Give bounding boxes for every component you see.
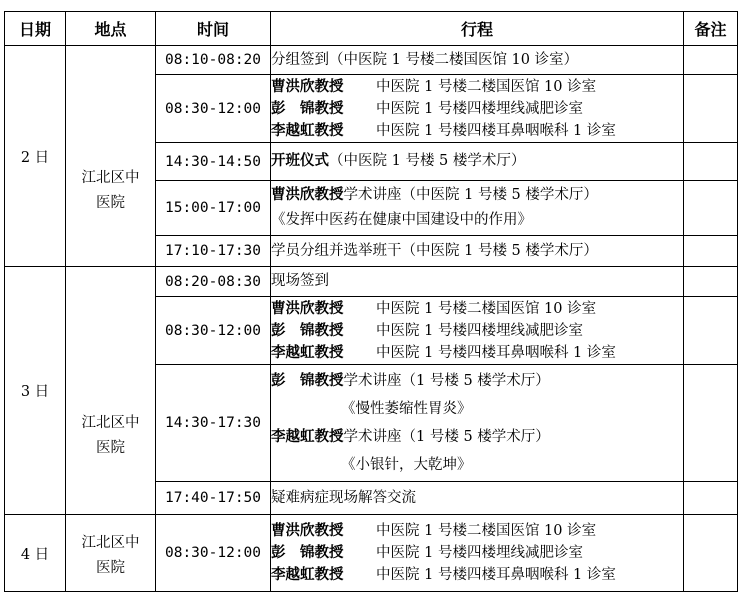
itinerary-text: 中医院 1 号楼四楼耳鼻咽喉科 1 诊室 [376,344,616,361]
location-line: 医院 [96,195,125,211]
itinerary-text: 学术讲座（1 号楼 5 楼学术厅） [343,429,550,445]
itinerary-text: 中医院 1 号楼二楼国医馆 10 诊室 [376,78,597,95]
location-line: 江北区中 [81,535,140,551]
professor-name: 彭 锦教授 [271,373,344,389]
itinerary-cell [271,75,684,143]
header-location: 地点 [66,12,156,46]
time-cell: 08:20-08:30 [156,267,271,297]
location-cell [66,267,156,515]
itinerary-cell [271,143,684,181]
notes-cell [684,143,738,181]
professor-name: 彭 锦教授 [271,100,344,117]
header-time: 时间 [156,12,271,46]
professor-name: 李越虹教授 [271,567,344,583]
time-cell: 15:00-17:00 [156,181,271,236]
location-line: 江北区中 [81,170,140,186]
professor-name: 李越虹教授 [271,429,344,445]
location-line: 医院 [96,560,125,576]
itinerary-line: 疑难病症现场解答交流 [271,489,416,506]
notes-cell [684,365,738,482]
time-cell: 08:30-12:00 [156,297,271,365]
notes-cell [684,46,738,75]
itinerary-text: 中医院 1 号楼四楼耳鼻咽喉科 1 诊室 [376,122,616,139]
location-cell [66,515,156,592]
itinerary-line: 现场签到 [271,273,329,289]
lecture-title: 《慢性萎缩性胃炎》 [341,401,472,417]
professor-name: 曹洪欣教授 [271,523,344,539]
notes-cell [684,515,738,592]
lecture-title: 《小银针，大乾坤》 [341,457,472,473]
itinerary-text: 学术讲座（1 号楼 5 楼学术厅） [343,373,550,389]
header-itinerary: 行程 [271,12,684,46]
location-line: 江北区中 [81,414,140,431]
table-row [5,46,738,75]
time-cell: 17:10-17:30 [156,236,271,267]
time-cell: 14:30-17:30 [156,365,271,482]
location-cell [66,46,156,267]
time-cell: 08:30-12:00 [156,515,271,592]
notes-cell [684,482,738,515]
itinerary-cell [271,297,684,365]
schedule-table [4,11,738,592]
time-cell: 08:30-12:00 [156,75,271,143]
professor-name: 彭 锦教授 [271,322,344,339]
itinerary-text: 中医院 1 号楼四楼埋线减肥诊室 [376,100,583,117]
notes-cell [684,236,738,267]
itinerary-text: 中医院 1 号楼二楼国医馆 10 诊室 [376,300,597,317]
time-cell: 17:40-17:50 [156,482,271,515]
table-row [5,515,738,592]
itinerary-cell [271,267,684,297]
professor-name: 曹洪欣教授 [271,300,344,317]
date-cell: 2 日 [5,46,66,267]
lecture-title: 《发挥中医药在健康中国建设中的作用》 [271,212,532,228]
notes-cell [684,267,738,297]
notes-cell [684,75,738,143]
itinerary-cell [271,181,684,236]
itinerary-text: 中医院 1 号楼二楼国医馆 10 诊室 [376,523,597,539]
date-cell: 4 日 [5,515,66,592]
notes-cell [684,181,738,236]
time-cell: 14:30-14:50 [156,143,271,181]
professor-name: 曹洪欣教授 [271,187,344,203]
professor-name: 曹洪欣教授 [271,78,344,95]
itinerary-cell [271,482,684,515]
itinerary-text: 学术讲座（中医院 1 号楼 5 楼学术厅） [343,187,598,203]
itinerary-cell [271,515,684,592]
itinerary-text: 中医院 1 号楼四楼埋线减肥诊室 [376,322,583,339]
itinerary-text: （中医院 1 号楼 5 楼学术厅） [329,153,526,169]
event-name: 开班仪式 [271,153,329,169]
itinerary-cell [271,365,684,482]
itinerary-text: 中医院 1 号楼四楼耳鼻咽喉科 1 诊室 [376,567,616,583]
time-cell: 08:10-08:20 [156,46,271,75]
professor-name: 李越虹教授 [271,344,344,361]
notes-cell [684,297,738,365]
itinerary-text: 中医院 1 号楼四楼埋线减肥诊室 [376,545,583,561]
date-cell: 3 日 [5,267,66,515]
professor-name: 李越虹教授 [271,122,344,139]
location-line: 医院 [96,439,125,456]
itinerary-line: 分组签到（中医院 1 号楼二楼国医馆 10 诊室） [271,51,579,68]
table-row [5,267,738,297]
header-date: 日期 [5,12,66,46]
header-notes: 备注 [684,12,738,46]
header-row [5,12,738,46]
itinerary-cell [271,236,684,267]
professor-name: 彭 锦教授 [271,545,344,561]
itinerary-line: 学员分组并选举班干（中医院 1 号楼 5 楼学术厅） [271,242,598,259]
itinerary-cell [271,46,684,75]
